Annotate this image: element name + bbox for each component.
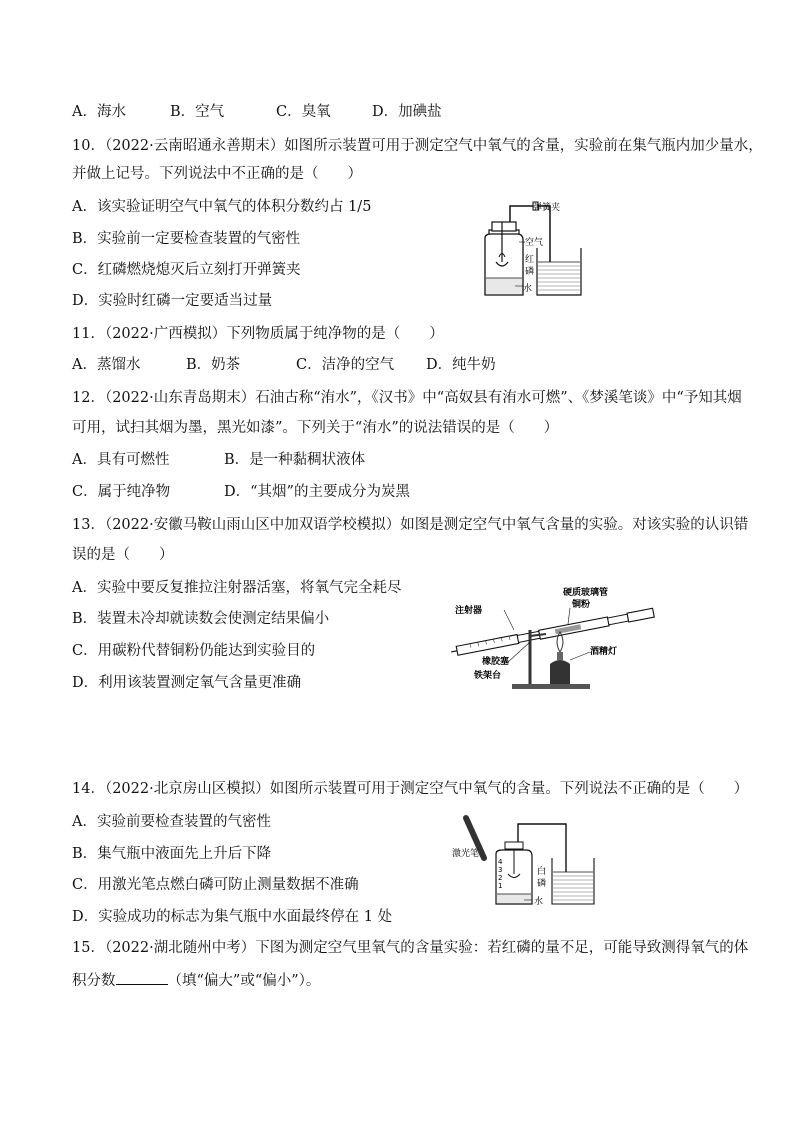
q14-option-a: A．实验前要检查装置的气密性: [72, 814, 271, 830]
q10-option-a: A．该实验证明空气中氧气的体积分数约占 1/5: [72, 199, 372, 215]
q10-stem-line2: 并做上记号。下列说法中不正确的是（ ）: [72, 166, 362, 182]
q11-option-d: D．纯牛奶: [426, 357, 496, 373]
q14-label-white: 白: [537, 867, 547, 877]
q14-label-laser: 激光笔: [452, 849, 480, 859]
q11-stem: 11．（2022·广西模拟）下列物质属于纯净物的是（ ）: [72, 326, 444, 342]
q13-figure: [450, 580, 660, 692]
q14-option-c: C．用激光笔点燃白磷可防止测量数据不准确: [72, 877, 359, 893]
q10-option-d: D．实验时红磷一定要适当过量: [72, 293, 273, 309]
q13-option-a: A．实验中要反复推拉注射器活塞，将氧气完全耗尽: [72, 580, 402, 596]
q11-option-c: C．洁净的空气: [296, 357, 395, 373]
q13-stem-line2: 误的是（ ）: [72, 547, 174, 563]
q10-label-clamp: 弹簧夹: [533, 203, 561, 213]
q13-label-stopper: 橡胶塞: [482, 657, 510, 667]
q11-option-a: A．蒸馏水: [72, 357, 141, 373]
q12-option-d: D．“其烟”的主要成分为炭黑: [224, 484, 410, 500]
q14-mark-4: 4: [498, 858, 503, 866]
q13-stem-line1: 13．（2022·安徽马鞍山雨山区中加双语学校模拟）如图是测定空气中氧气含量的实验。对该实验的认识错: [72, 517, 749, 533]
q12-options-row2: [72, 482, 410, 502]
q15-answer-blank[interactable]: [116, 970, 168, 985]
q12-stem-line2: 可用，试扫其烟为墨，黑光如漆”。下列关于“洧水”的说法错误的是（ ）: [72, 420, 559, 436]
q15-stem-line1: 15．（2022·湖北随州中考）下图为测定空气里氧气的含量实验：若红磷的量不足，可能导致测得氧气的体: [72, 940, 749, 956]
q10-option-c: C．红磷燃烧熄灭后立刻打开弹簧夹: [72, 262, 301, 278]
q10-label-water: 水: [523, 284, 533, 294]
q12-option-c: C．属于纯净物: [72, 484, 171, 500]
q10-stem-line1: 10．（2022·云南昭通永善期末）如图所示装置可用于测定空气中氧气的含量，实验前在集气瓶内加少量水，: [72, 138, 763, 154]
q9-option-b: B．空气: [170, 104, 225, 120]
q13-label-cu: 铜粉: [572, 600, 591, 610]
q10-label-red: 红: [525, 255, 535, 265]
q13-label-syringe: 注射器: [455, 606, 483, 616]
q12-option-a: A．具有可燃性: [72, 452, 170, 468]
copper-powder-apparatus-diagram: [450, 580, 660, 692]
q15-stem-line2: [72, 970, 320, 991]
q12-option-b: B．是一种黏稠状液体: [224, 452, 366, 468]
q10-option-b: B．实验前一定要检查装置的气密性: [72, 231, 301, 247]
q12-stem-line1: 12．（2022·山东青岛期末）石油古称“洧水”，《汉书》中“高奴县有洧水可燃”、《梦溪笔谈》中“予知其烟: [72, 390, 742, 406]
q11-option-b: B．奶茶: [186, 357, 241, 373]
q10-label-air: 空气: [525, 238, 544, 248]
q13-option-d: D．利用该装置测定氧气含量更准确: [72, 675, 302, 691]
q14-label-phos: 磷: [537, 879, 547, 889]
q13-option-b: B．装置未冷却就读数会使测定结果偏小: [72, 611, 330, 627]
q9-option-a: A．海水: [72, 104, 126, 120]
q13-label-lamp: 酒精灯: [590, 647, 618, 657]
q14-option-b: B．集气瓶中液面先上升后下降: [72, 846, 272, 862]
q13-label-stand: 铁架台: [474, 671, 502, 681]
q14-mark-2: 2: [498, 874, 503, 882]
red-phosphorus-apparatus-diagram: [475, 198, 587, 300]
q13-label-tube: 硬质玻璃管: [563, 588, 609, 598]
q11-options: [72, 355, 496, 375]
q14-mark-1: 1: [498, 882, 503, 890]
q9-option-d: D．加碘盐: [372, 104, 442, 120]
q14-figure: [452, 814, 598, 910]
q14-stem: 14．（2022·北京房山区模拟）如图所示装置可用于测定空气中氧气的含量。下列说法不正确的是（ ）: [72, 781, 749, 797]
q12-options-row1: [72, 450, 365, 470]
q14-option-d: D．实验成功的标志为集气瓶中水面最终停在 1 处: [72, 909, 393, 925]
q10-label-phos: 磷: [525, 267, 535, 277]
q14-mark-3: 3: [498, 866, 503, 874]
q9-option-c: C．臭氧: [276, 104, 331, 120]
q14-label-water: 水: [534, 897, 544, 907]
q9-options: [72, 102, 442, 122]
q13-option-c: C．用碳粉代替铜粉仍能达到实验目的: [72, 643, 316, 659]
q10-figure: [475, 198, 587, 300]
q15-stem-part1: 积分数: [72, 973, 116, 989]
laser-phosphorus-apparatus-diagram: [452, 814, 598, 910]
q15-stem-part2: （填“偏大”或“偏小”）。: [167, 973, 321, 989]
